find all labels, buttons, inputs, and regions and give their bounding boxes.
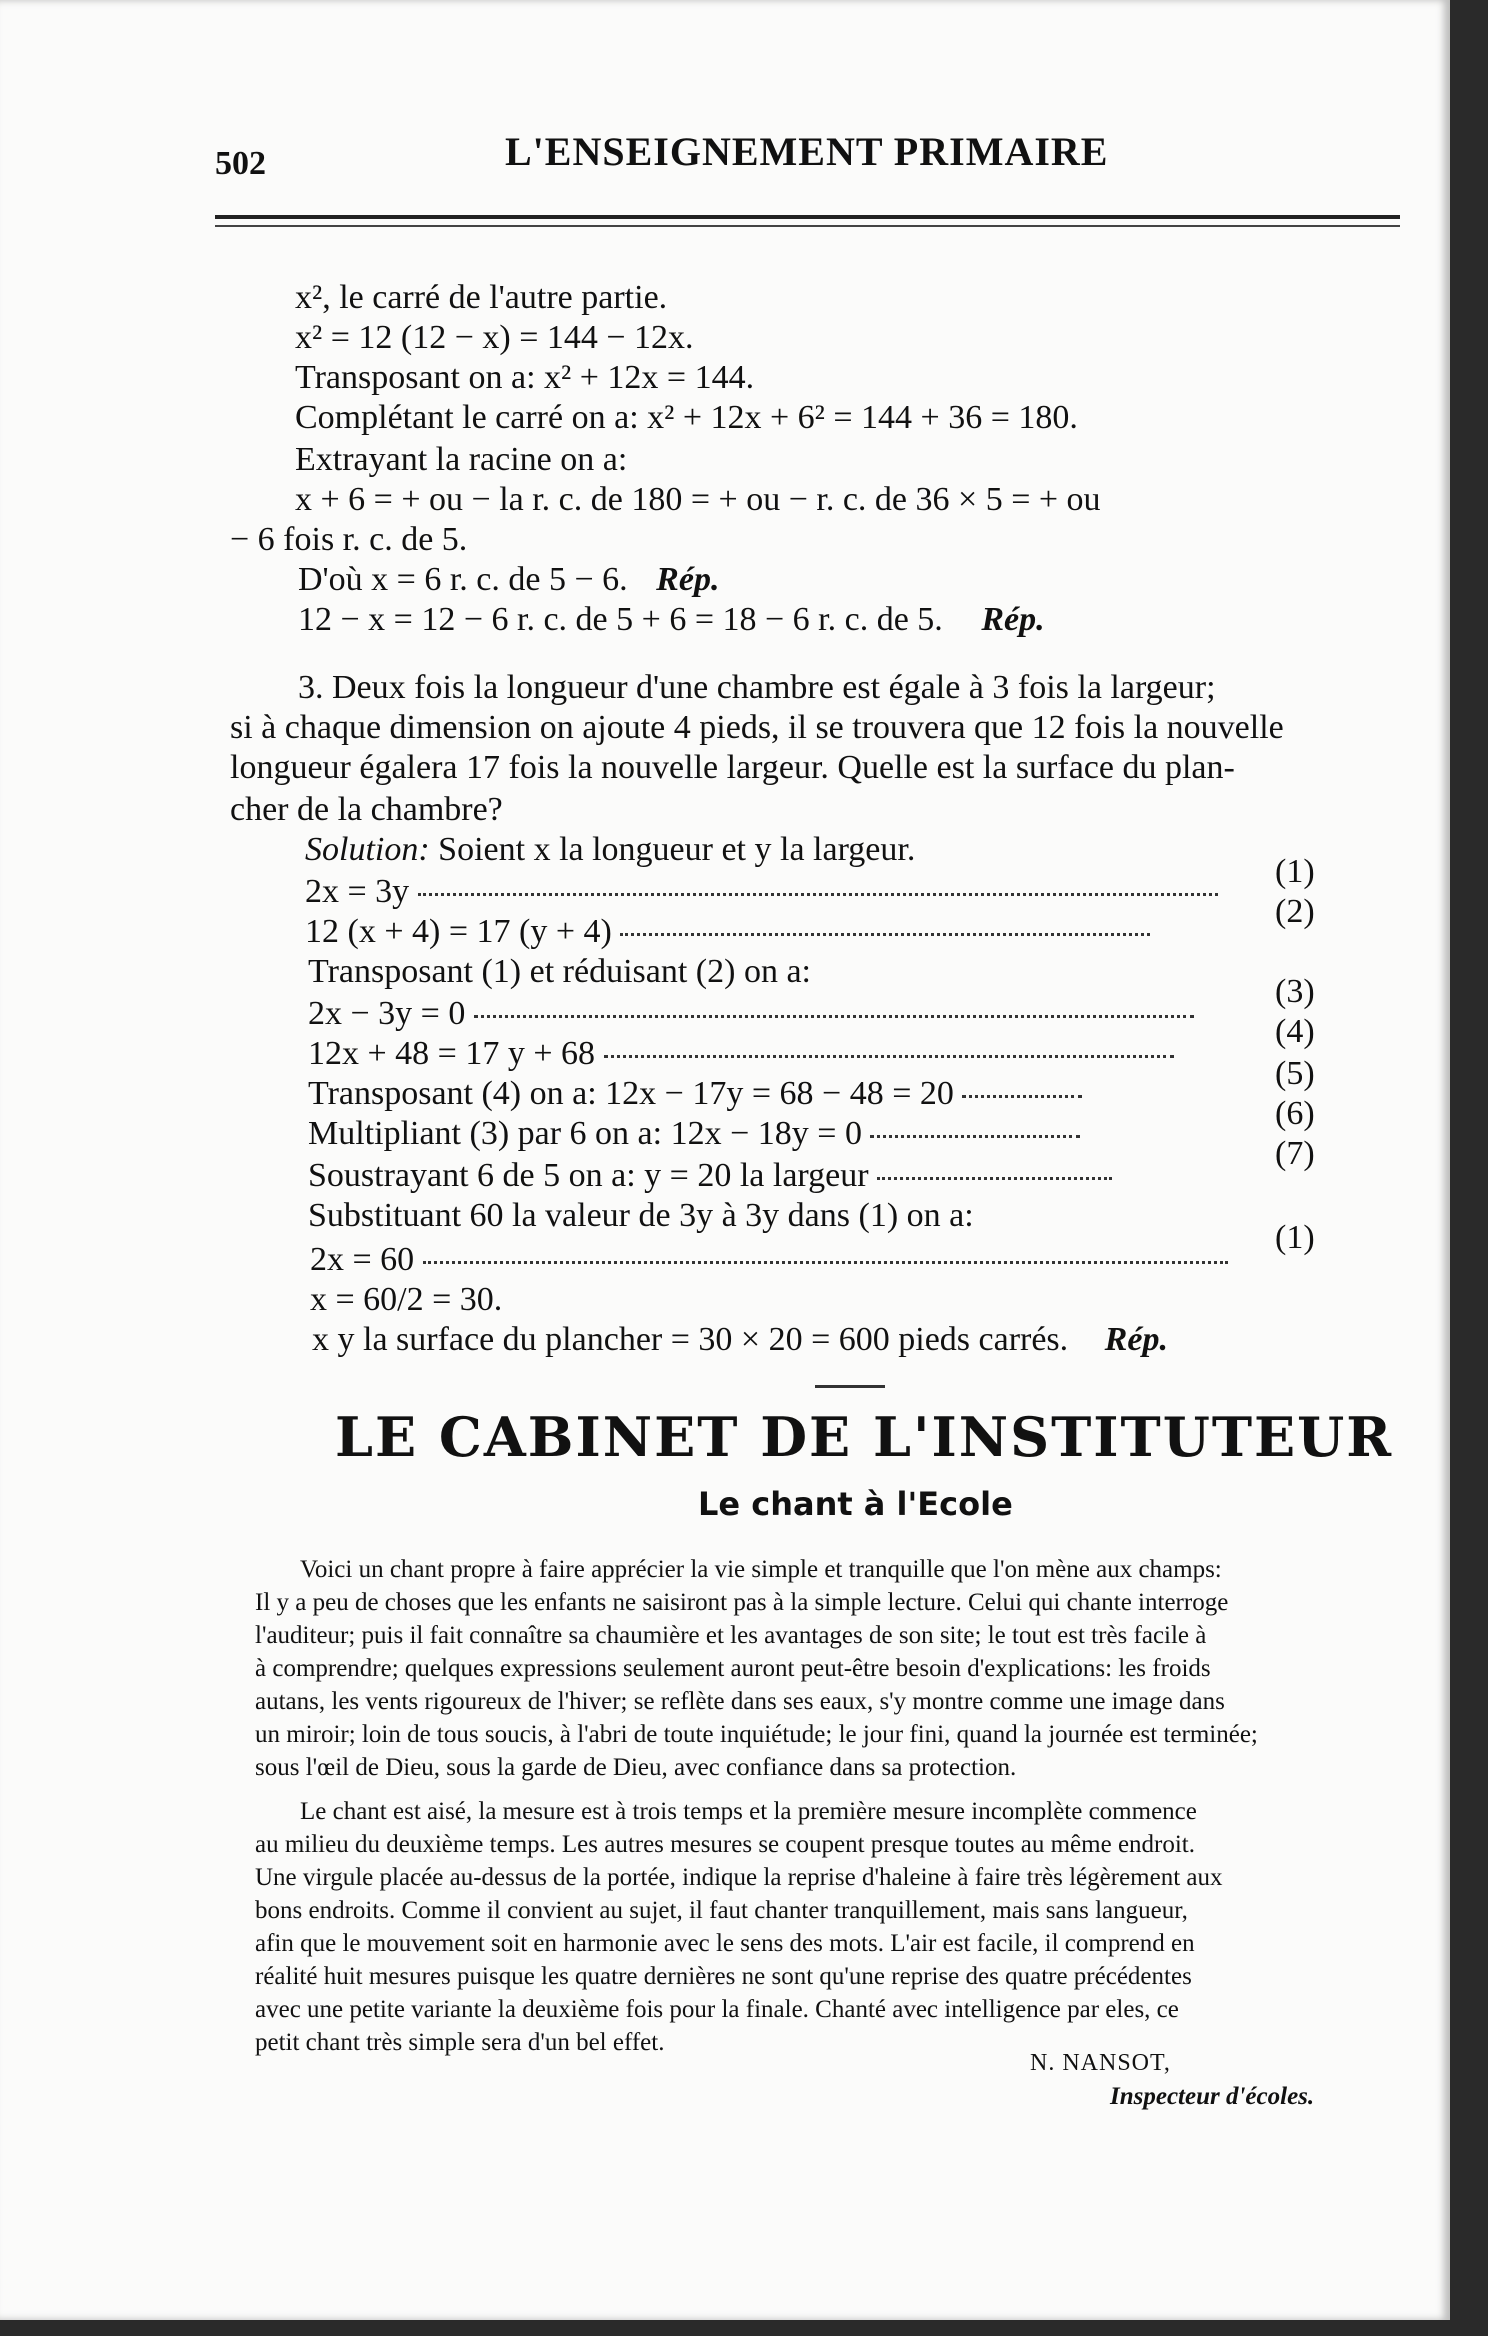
equation-number: (2) [1275, 893, 1315, 930]
equation-line [308, 994, 1194, 1034]
paragraph-line: un miroir; loin de tous soucis, à l'abri de toute inquiétude; le jour fini, quand la journée est terminée; [255, 1721, 1258, 1748]
equation-number: (1) [1275, 1219, 1315, 1256]
signature-title: Inspecteur d'écoles. [1110, 2083, 1315, 2110]
paragraph-line: Le chant est aisé, la mesure est à trois temps et la première mesure incomplète commence [300, 1798, 1197, 1825]
page-number: 502 [215, 145, 266, 182]
paragraph-line: l'auditeur; puis il fait connaître sa chaumière et les avantages de son site; le tout est très facile à [255, 1622, 1207, 1649]
leader-dots [474, 1015, 1194, 1018]
header-rule-thin [215, 225, 1400, 227]
equation-line [305, 872, 1218, 912]
equation-line [305, 912, 1150, 952]
math-line: x + 6 = + ou − la r. c. de 180 = + ou − r. c. de 36 × 5 = + ou [295, 481, 1101, 518]
math-line: − 6 fois r. c. de 5. [230, 521, 468, 558]
problem-line: cher de la chambre? [230, 791, 503, 828]
math-line: Extrayant la racine on a: [295, 441, 628, 478]
paragraph-line: avec une petite variante la deuxième fois pour la finale. Chanté avec intelligence par eles, ce [255, 1996, 1179, 2023]
paragraph-line: autans, les vents rigoureux de l'hiver; se reflète dans ses eaux, s'y montre comme une image dans [255, 1688, 1225, 1715]
equation-line [308, 1074, 1082, 1114]
solution-line [305, 830, 915, 870]
header-rule [215, 215, 1400, 219]
equation-number: (7) [1275, 1135, 1315, 1172]
math-line: Transposant on a: x² + 12x = 144. [295, 359, 755, 396]
equation-line [310, 1240, 1228, 1280]
paragraph-line: réalité huit mesures puisque les quatre dernières ne sont qu'une reprise des quatre précédentes [255, 1963, 1192, 1990]
leader-dots [604, 1055, 1174, 1058]
journal-title: L'ENSEIGNEMENT PRIMAIRE [505, 129, 1109, 174]
equation-number: (5) [1275, 1055, 1315, 1092]
problem-line: si à chaque dimension on ajoute 4 pieds, il se trouvera que 12 fois la nouvelle [230, 709, 1284, 746]
text-line: Transposant (1) et réduisant (2) on a: [308, 953, 811, 990]
equation: 12 (x + 4) = 17 (y + 4) [305, 913, 612, 950]
math-line: x² = 12 (12 − x) = 144 − 12x. [295, 319, 694, 356]
section-subtitle: Le chant à l'Ecole [698, 1485, 1013, 1523]
equation: 2x = 60 [310, 1241, 415, 1278]
leader-dots [870, 1135, 1080, 1138]
paragraph-line: Une virgule placée au-dessus de la portée, indique la reprise d'haleine à faire très légèrement aux [255, 1864, 1223, 1891]
final-line [312, 1320, 1168, 1360]
equation: 2x = 3y [305, 873, 410, 910]
equation-line [308, 1156, 1112, 1196]
leader-dots [418, 893, 1218, 896]
signature-name: N. NANSOT, [1030, 2050, 1171, 2076]
equation-number: (6) [1275, 1095, 1315, 1132]
equation: 12x + 48 = 17 y + 68 [308, 1035, 596, 1072]
solution-text: Soient x la longueur et y la largeur. [429, 831, 916, 868]
equation-line: x = 60/2 = 30. [310, 1281, 503, 1318]
final-text: x y la surface du plancher = 30 × 20 = 600 pieds carrés. [312, 1321, 1069, 1358]
math-line: x², le carré de l'autre partie. [295, 279, 668, 316]
paragraph-line: au milieu du deuxième temps. Les autres mesures se coupent presque toutes au même endroit. [255, 1831, 1196, 1858]
paragraph-line: à comprendre; quelques expressions seulement auront peut-être besoin d'explications: les froids [255, 1655, 1211, 1682]
paragraph-line: afin que le mouvement soit en harmonie avec le sens des mots. L'air est facile, il comprend en [255, 1930, 1195, 1957]
math-text: D'où x = 6 r. c. de 5 − 6. [298, 561, 628, 598]
problem-line: 3. Deux fois la longueur d'une chambre est égale à 3 fois la largeur; [298, 669, 1216, 706]
equation-number: (4) [1275, 1013, 1315, 1050]
equation: Multipliant (3) par 6 on a: 12x − 18y = 0 [308, 1115, 862, 1152]
text-line: Substituant 60 la valeur de 3y à 3y dans (1) on a: [308, 1197, 974, 1234]
solution-label: Solution: [305, 831, 430, 868]
equation-line [308, 1034, 1174, 1074]
equation: Soustrayant 6 de 5 on a: y = 20 la largeur [308, 1157, 869, 1194]
leader-dots [423, 1261, 1228, 1264]
problem-line: longueur égalera 17 fois la nouvelle largeur. Quelle est la surface du plan- [230, 749, 1235, 786]
paragraph-line: Il y a peu de choses que les enfants ne saisiront pas à la simple lecture. Celui qui chante interroge [255, 1589, 1229, 1616]
math-line: Complétant le carré on a: x² + 12x + 6² = 144 + 36 = 180. [295, 399, 1078, 436]
leader-dots [877, 1177, 1112, 1180]
rep-label: Rép. [656, 561, 720, 598]
paragraph-line: bons endroits. Comme il convient au sujet, il faut chanter tranquillement, mais sans langueur, [255, 1897, 1188, 1924]
leader-dots [962, 1095, 1082, 1098]
math-text: 12 − x = 12 − 6 r. c. de 5 + 6 = 18 − 6 r. c. de 5. [298, 601, 943, 638]
math-line [298, 560, 719, 600]
math-line [298, 600, 1045, 640]
paragraph-line: Voici un chant propre à faire apprécier la vie simple et tranquille que l'on mène aux champs: [300, 1556, 1222, 1583]
section-divider [815, 1385, 885, 1388]
equation-number: (1) [1275, 853, 1315, 890]
equation: Transposant (4) on a: 12x − 17y = 68 − 48 = 20 [308, 1075, 954, 1112]
section-title: LE CABINET DE L'INSTITUTEUR [335, 1405, 1394, 1469]
leader-dots [620, 933, 1150, 936]
paragraph-line: petit chant très simple sera d'un bel effet. [255, 2029, 665, 2056]
equation-line [308, 1114, 1080, 1154]
rep-label: Rép. [981, 601, 1045, 638]
paragraph-line: sous l'œil de Dieu, sous la garde de Dieu, avec confiance dans sa protection. [255, 1754, 1017, 1781]
equation: 2x − 3y = 0 [308, 995, 466, 1032]
equation-number: (3) [1275, 973, 1315, 1010]
rep-label: Rép. [1104, 1321, 1168, 1358]
